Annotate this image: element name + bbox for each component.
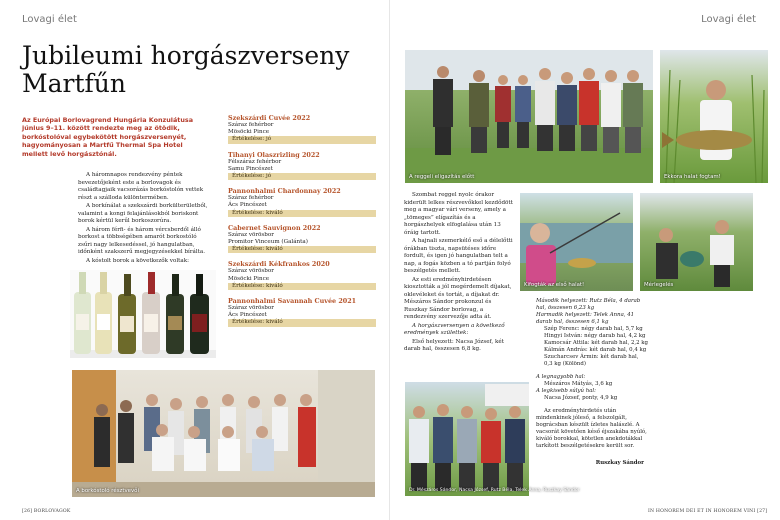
other-result: Szucharcsev Ármin: két darab hal, 0,3 kg (Kölönd) <box>544 354 639 367</box>
closing-paragraph: Az eredményhirdetés után mindenkinek jóleső, a felszolgált, bográcsban készült ízletes halászlé. A vacsorát követően késő éjszakába nyúló, kiváló borokkal, kötetlen anekdotákkal tarkított beszélgetésekre került sor. <box>536 408 647 449</box>
article-title: Jubileumi horgászverseny Martfűn <box>22 41 350 98</box>
caption-weighing: Mérlegelés <box>644 282 674 288</box>
left-paragraph: A háromnapos rendezvény péntek bevezetőjeként este a borlovagok és családtagjaik vacsorázás borkóstolón vettek részt a szálloda különtermében. <box>78 172 204 201</box>
photo-woman-fishing <box>520 193 633 291</box>
wine-entry <box>228 114 376 144</box>
biggest-fish: Mészáros Mátyás, 3,6 kg <box>544 381 613 387</box>
wine-producer: Promitor Vinceum (Galánta) <box>228 239 308 246</box>
biggest-fish-label: A legnagyobb hal: <box>536 374 586 380</box>
wine-name: Szekszárdi Cuvée 2022 <box>228 114 311 122</box>
wine-name: Szekszárdi Kékfrankos 2020 <box>228 260 330 269</box>
left-paragraph: A három férfi- és három vércsberdől álló borkost a többségében amarót borkostóló zsűri nagy lelkesedéssel, jó hangulatban, időnként szakszerű megjegyzésekkel bírálta. <box>78 226 205 255</box>
wine-entry <box>228 224 376 254</box>
wine-entry <box>228 151 376 181</box>
wine-entry <box>228 187 376 217</box>
woman-fishing-illustration <box>520 193 633 291</box>
author-signature: Ruszkay Sándor <box>595 460 644 466</box>
smallest-fish-label: A legkisebb súlyú hal: <box>536 388 596 394</box>
wine-bottles-illustration <box>70 270 216 358</box>
caption-morning-briefing: A reggeli eligazítás előtt <box>409 174 475 180</box>
wine-rating: Értékelése: kiváló <box>228 210 376 217</box>
wine-type: Száraz vörösbor <box>228 268 274 275</box>
other-result: Hingyi István: négy darab hal, 4,2 kg <box>544 333 646 339</box>
smallest-fish: Nacsa József, ponty, 4,9 kg <box>544 395 618 401</box>
section-label-right: Lovagi élet <box>701 14 756 25</box>
other-result: Kamocsár Attila: két darab hal, 2,2 kg <box>544 340 649 346</box>
wine-name: Pannonhalmi Savannah Cuvée 2021 <box>228 297 357 306</box>
caption-winners: Dr. Mészáros Sándor, Nacsa József, Rutz Béla, Telek Anna, Ruszkay Sándor <box>409 488 580 493</box>
wine-producer: Samu Pincészet <box>228 165 273 172</box>
left-paragraph: A kóstolt borok a következők voltak: <box>86 257 189 264</box>
wine-entry <box>228 260 376 290</box>
wine-type: Száraz vörösbor <box>228 305 274 312</box>
photo-morning-briefing <box>405 50 653 183</box>
group-photo-illustration <box>72 370 375 497</box>
footer-left: [26] BORLOVAGOK <box>22 509 71 514</box>
bottle-3 <box>118 274 136 354</box>
photo-weighing <box>640 193 753 291</box>
wine-bottles-photo <box>70 270 216 358</box>
morning-briefing-illustration <box>405 50 653 183</box>
caption-big-fish: Ekkora halat fogtam! <box>664 174 721 180</box>
bottle-4 <box>142 272 160 354</box>
wine-type: Száraz fehérbor <box>228 195 274 202</box>
footer-right: IN HONOREM DEI ET IN HONOREM VINI [27] <box>648 509 768 514</box>
wine-rating: Értékelése: jó <box>228 173 376 180</box>
wine-producer: Ács Pincészet <box>228 312 267 319</box>
wine-name: Pannonhalmi Chardonnay 2022 <box>228 187 341 196</box>
wine-rating: Értékelése: jó <box>228 136 376 143</box>
wine-entry <box>228 297 376 327</box>
right-body-text <box>404 192 516 355</box>
bottle-2 <box>95 272 112 354</box>
bottle-1 <box>74 272 91 354</box>
wine-type: Száraz fehérbor <box>228 122 274 128</box>
right-paragraph-first-place: Első helyezett: Nacsa József, két darab hal, összesen 6,8 kg. <box>404 338 504 352</box>
second-place: Második helyezett: Rutz Béla, 4 darab hal, összesen 6,23 kg <box>536 298 641 311</box>
big-fish-illustration <box>660 50 768 183</box>
group-photo-wine-tasting <box>72 370 375 497</box>
third-place: Harmadik helyezett: Telek Anna, 41 darab hal, összesen 6,1 kg <box>536 312 635 325</box>
wine-name: Cabernet Sauvignon 2022 <box>228 223 321 232</box>
other-result: Szép Ferenc: négy darab hal, 5,7 kg <box>544 326 643 332</box>
article-lead: Az Európai Borlovagrend Hungária Konzulátusa június 9–11. között rendezte meg az ötödik, borkóstolóval egybekötött horgászversenyét, hagyományosan a Martfű Thermal Spa Hotel mellett levő horgásztónál. <box>22 116 194 158</box>
other-result: Kálmán András: két darab hal, 0,4 kg <box>544 347 647 353</box>
wine-list <box>228 114 376 334</box>
winners-illustration <box>405 382 529 496</box>
wine-rating: Értékelése: kiváló <box>228 246 376 253</box>
right-paragraph: Szombat reggel nyolc órakor kiderült lelkes részvevőkkel kezdődött meg a magyar vári verseny, amely a „tömeges” elígazítás és a horgászhelyek elfoglalása után 13 óráig tartott. <box>404 192 513 236</box>
wine-rating: Értékelése: kiváló <box>228 283 376 290</box>
wine-type: Félszáraz fehérbor <box>228 158 282 165</box>
wine-rating: Értékelése: kiváló <box>228 319 376 326</box>
caption-woman-fishing: Kifogták az első halat! <box>524 282 585 288</box>
right-paragraph-italic: A horgászversenyen a következő eredmények születtek: <box>404 322 505 336</box>
left-body-text <box>78 172 208 266</box>
left-paragraph: A borkínálat a szekszárdi borkülterületből, valamint a kongi felajánlásokból boriskont borok kértül kerűl borkoszorúra. <box>78 203 208 224</box>
right-paragraph: Az esti eredményhirdetésen kiosztották a jól megérdemelt díjakat, oklevéleket és tortát, a díjakat dr. Mészáros Sándor prokonzul és Ruszkay Sándor borlovag, a rendezvény szervezője adta át. <box>404 276 512 320</box>
photo-big-fish <box>660 50 768 183</box>
bottle-5 <box>166 274 184 354</box>
right-paragraph: A hajnali szemerkélő eső a délelőtti órákban tiszta, napsütéses időre fordult, és igen jó hangulatban telt a nap, a fogás közben a tó partján folyó beszélgetés mellett. <box>404 238 513 274</box>
wine-type: Száraz vörösbor <box>228 231 274 238</box>
wine-producer: Ács Pincészet <box>228 202 267 209</box>
bottle-6 <box>190 274 209 354</box>
wine-producer: Mösöcki Pince <box>228 275 270 282</box>
prize-results <box>536 298 648 467</box>
weighing-illustration <box>640 193 753 291</box>
section-label-left: Lovagi élet <box>22 14 77 25</box>
caption-group-wine-tasting: A borkóstoló résztvevői <box>76 488 139 494</box>
wine-name: Tihanyi Olaszrizling 2022 <box>228 150 320 159</box>
wine-producer: Mösöcki Pince <box>228 129 270 136</box>
